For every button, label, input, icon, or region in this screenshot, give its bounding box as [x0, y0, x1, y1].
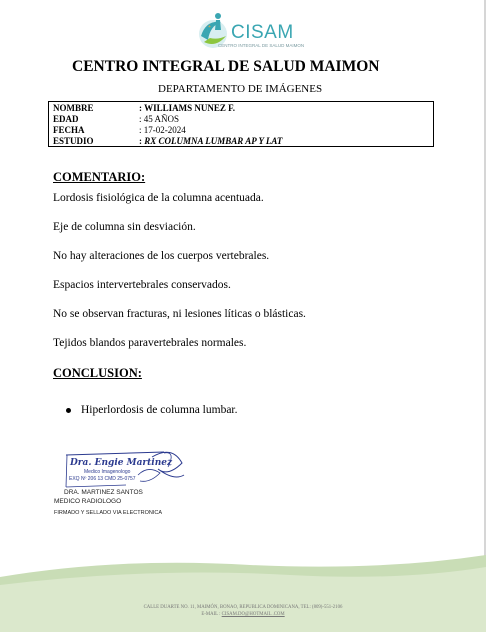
signature-note: FIRMADO Y SELLADO VIA ELECTRONICA	[54, 510, 162, 516]
study-label: ESTUDIO	[53, 136, 94, 146]
doctor-role: MEDICO RADIOLOGO	[54, 498, 122, 505]
comments-heading: COMENTARIO:	[53, 170, 146, 184]
age-value: : 45 AÑOS	[139, 114, 180, 124]
patient-info-box	[48, 101, 434, 147]
cisam-logo	[196, 10, 305, 52]
comment-line: Espacios intervertebrales conservados.	[53, 279, 231, 291]
footer-email-link[interactable]: CISAM.DO@HOTMAIL .COM	[221, 612, 285, 617]
logo-tagline: CENTRO INTEGRAL DE SALUD MAIMON	[218, 43, 305, 48]
page-title: CENTRO INTEGRAL DE SALUD MAIMON	[72, 58, 380, 75]
study-prefix: :	[139, 136, 145, 146]
footer-email-label: E-MAIL :	[201, 612, 222, 617]
age-label: EDAD	[53, 114, 79, 124]
date-value: : 17-02-2024	[139, 125, 186, 135]
department-subtitle: DEPARTAMENTO DE IMÁGENES	[158, 83, 323, 95]
date-label: FECHA	[53, 125, 85, 135]
comment-line: Lordosis fisiológica de la columna acentuada.	[53, 192, 264, 204]
name-label: NOMBRE	[53, 103, 94, 113]
comment-line: Tejidos blandos paravertebrales normales.	[53, 337, 247, 349]
bullet-icon	[66, 408, 71, 413]
stamp-exequatur: EXQ Nº 206 13 CMD 25-0757	[69, 476, 136, 482]
conclusion-heading: CONCLUSION:	[53, 366, 142, 380]
study-value: RX COLUMNA LUMBAR AP Y LAT	[144, 136, 283, 146]
comment-line: No se observan fracturas, ni lesiones líticas o blásticas.	[53, 308, 306, 320]
comment-line: Eje de columna sin desviación.	[53, 221, 196, 233]
stamp-title: Medico Imagenologo	[84, 469, 131, 475]
footer-email	[0, 612, 486, 617]
stamp-seal-icon	[64, 447, 188, 489]
logo-name: CISAM	[231, 22, 294, 43]
name-value: : WILLIAMS NUNEZ F.	[139, 103, 236, 113]
doctor-name: DRA. MARTINEZ SANTOS	[64, 489, 143, 496]
svg-text:+: +	[208, 24, 211, 30]
footer-wave-decoration	[0, 555, 486, 632]
stamp-name: Dra. Engie Martinez	[70, 458, 173, 468]
signature-stamp	[64, 447, 188, 489]
conclusion-item-text: Hiperlordosis de columna lumbar.	[81, 404, 238, 416]
study-value-wrap	[139, 136, 282, 146]
comment-line: No hay alteraciones de los cuerpos vertebrales.	[53, 250, 270, 262]
footer-address: CALLE DUARTE NO. 11, MAIMÓN, BONAO, REPUBLICA DOMINICANA, TEL: (809)-551-2106	[143, 605, 343, 610]
